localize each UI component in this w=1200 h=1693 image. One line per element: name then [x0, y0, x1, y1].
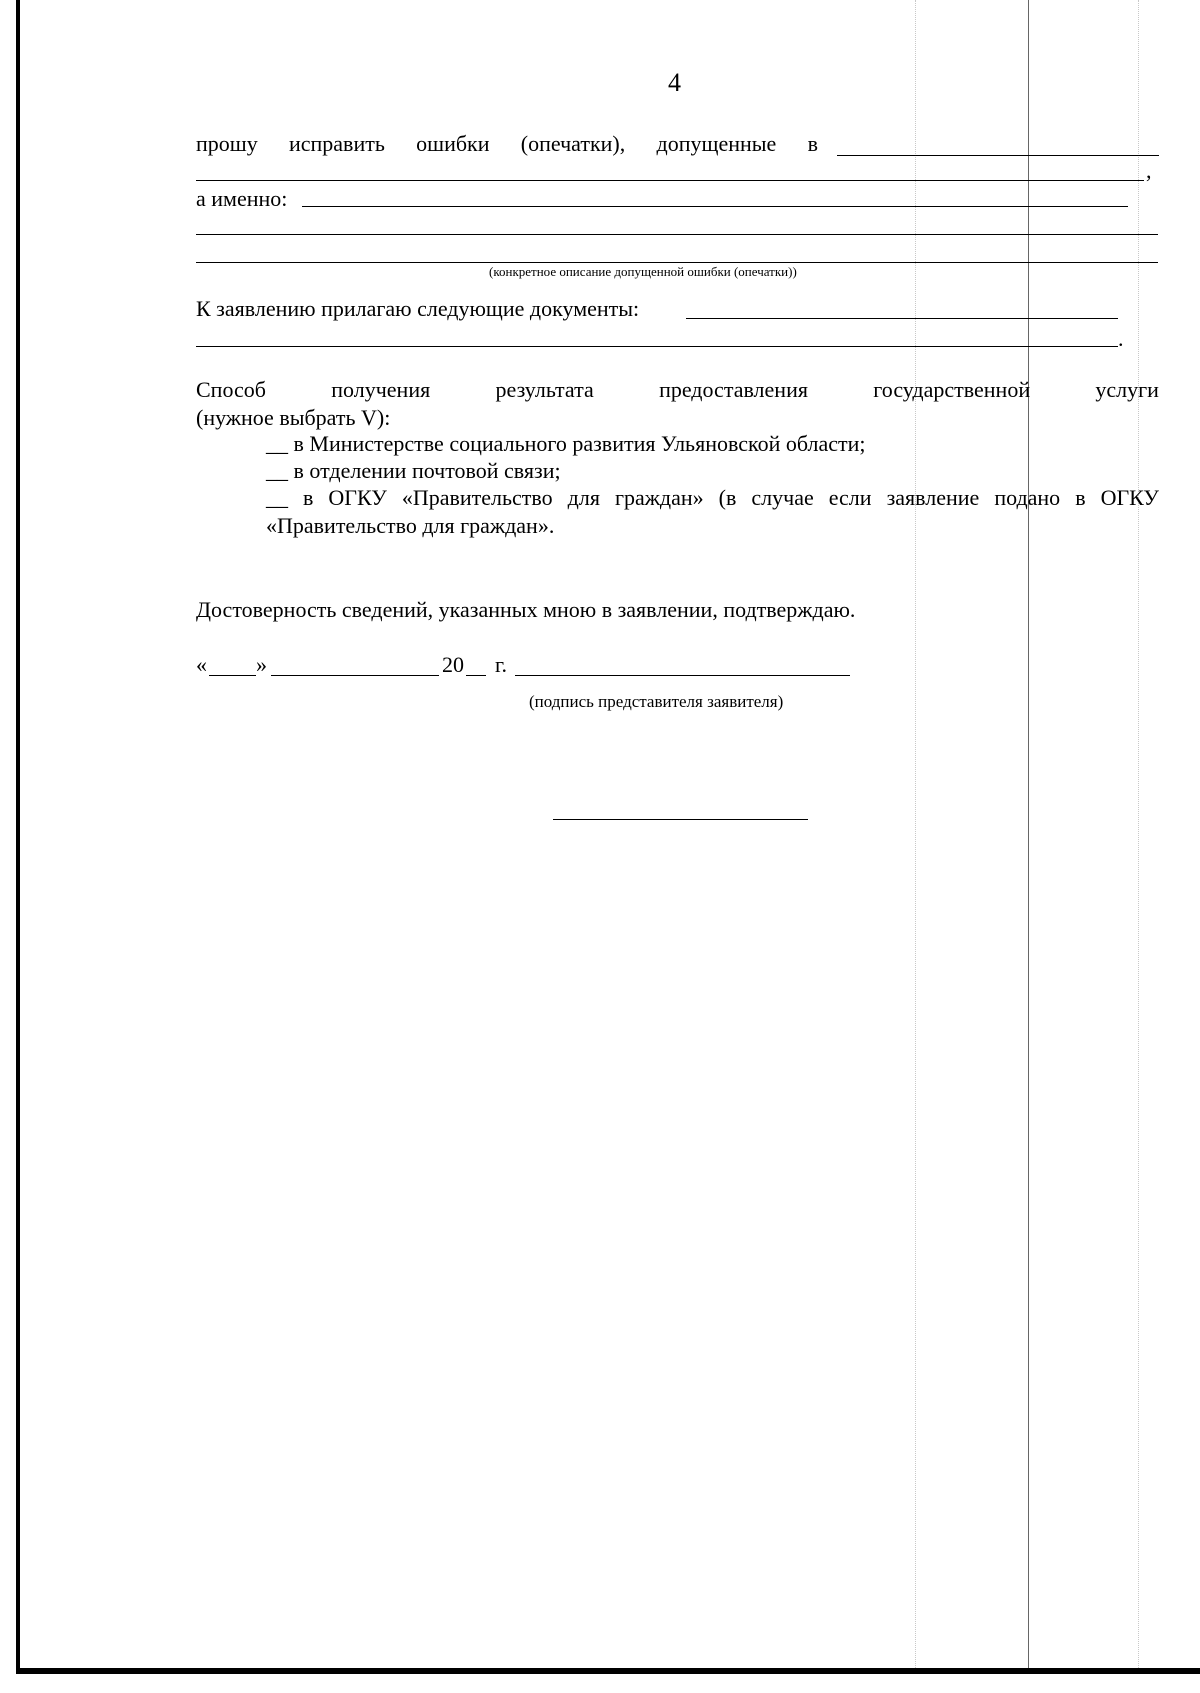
error-caption: (конкретное описание допущенной ошибки (опечатки)) [489, 264, 797, 279]
request-word: в [807, 131, 818, 156]
method-word: предоставления [659, 377, 808, 402]
date-year-prefix: 20 [442, 652, 464, 677]
error-description-field-line-2[interactable] [196, 234, 1158, 235]
date-quote-close: » [256, 652, 267, 677]
scan-fold-line [1028, 0, 1029, 1668]
error-description-field-line-3[interactable] [196, 262, 1158, 263]
bottom-border [16, 1668, 1200, 1674]
option3-word: граждан» [614, 485, 704, 510]
option3-word: для [567, 485, 600, 510]
option3-word: в [303, 485, 314, 510]
method-word: услуги [1095, 377, 1159, 402]
option3-word: если [828, 485, 872, 510]
date-quote-open: « [196, 652, 207, 677]
scan-artifact-line [915, 0, 916, 1668]
option3-word: «Правительство [401, 485, 553, 510]
document-name-field[interactable] [837, 155, 1159, 156]
comma: , [1146, 158, 1152, 183]
method-heading [196, 377, 1159, 403]
option3-word: подано [994, 485, 1061, 510]
option3-word: в [1075, 485, 1086, 510]
date-year-field[interactable] [466, 675, 486, 676]
attachments-label: К заявлению прилагаю следующие документы: [196, 296, 640, 321]
method-word: государственной [873, 377, 1031, 402]
option3-word: (в [718, 485, 737, 510]
error-description-field[interactable] [302, 206, 1128, 207]
attachments-field-line-2[interactable] [196, 346, 1118, 347]
period: . [1118, 326, 1124, 351]
page-number: 4 [668, 68, 681, 97]
request-word: прошу [196, 131, 258, 156]
option3-word: заявление [886, 485, 980, 510]
left-border [16, 0, 20, 1672]
namely-label: а именно: [196, 186, 288, 211]
request-word: исправить [288, 131, 385, 156]
option3-word: случае [751, 485, 814, 510]
request-word: (опечатки), [520, 131, 626, 156]
request-word: допущенные [656, 131, 777, 156]
request-line [196, 131, 818, 157]
method-word: Способ [196, 377, 266, 402]
method-word: результата [495, 377, 594, 402]
method-note: (нужное выбрать V): [196, 405, 391, 430]
date-month-field[interactable] [271, 675, 439, 676]
signature-caption: (подпись представителя заявителя) [529, 692, 784, 711]
end-rule [553, 819, 808, 820]
option3-word: __ [266, 485, 288, 510]
option-government-center-cont: «Правительство для граждан». [266, 513, 555, 538]
request-word: ошибки [416, 131, 490, 156]
method-word: получения [331, 377, 431, 402]
option3-word: ОГКУ [1100, 485, 1159, 510]
document-name-field-continued[interactable] [196, 180, 1144, 181]
signature-field[interactable] [515, 675, 850, 676]
attachments-field[interactable] [686, 318, 1118, 319]
date-year-suffix: г. [495, 652, 508, 677]
option-post-office[interactable]: __ в отделении почтовой связи; [266, 458, 561, 483]
option-ministry[interactable]: __ в Министерстве социального развития Ульяновской области; [266, 431, 866, 456]
option-government-center[interactable] [266, 485, 1159, 511]
scan-artifact-line [1138, 0, 1139, 1668]
confirmation-text: Достоверность сведений, указанных мною в заявлении, подтверждаю. [196, 597, 856, 622]
date-day-field[interactable] [209, 675, 256, 676]
option3-word: ОГКУ [328, 485, 387, 510]
